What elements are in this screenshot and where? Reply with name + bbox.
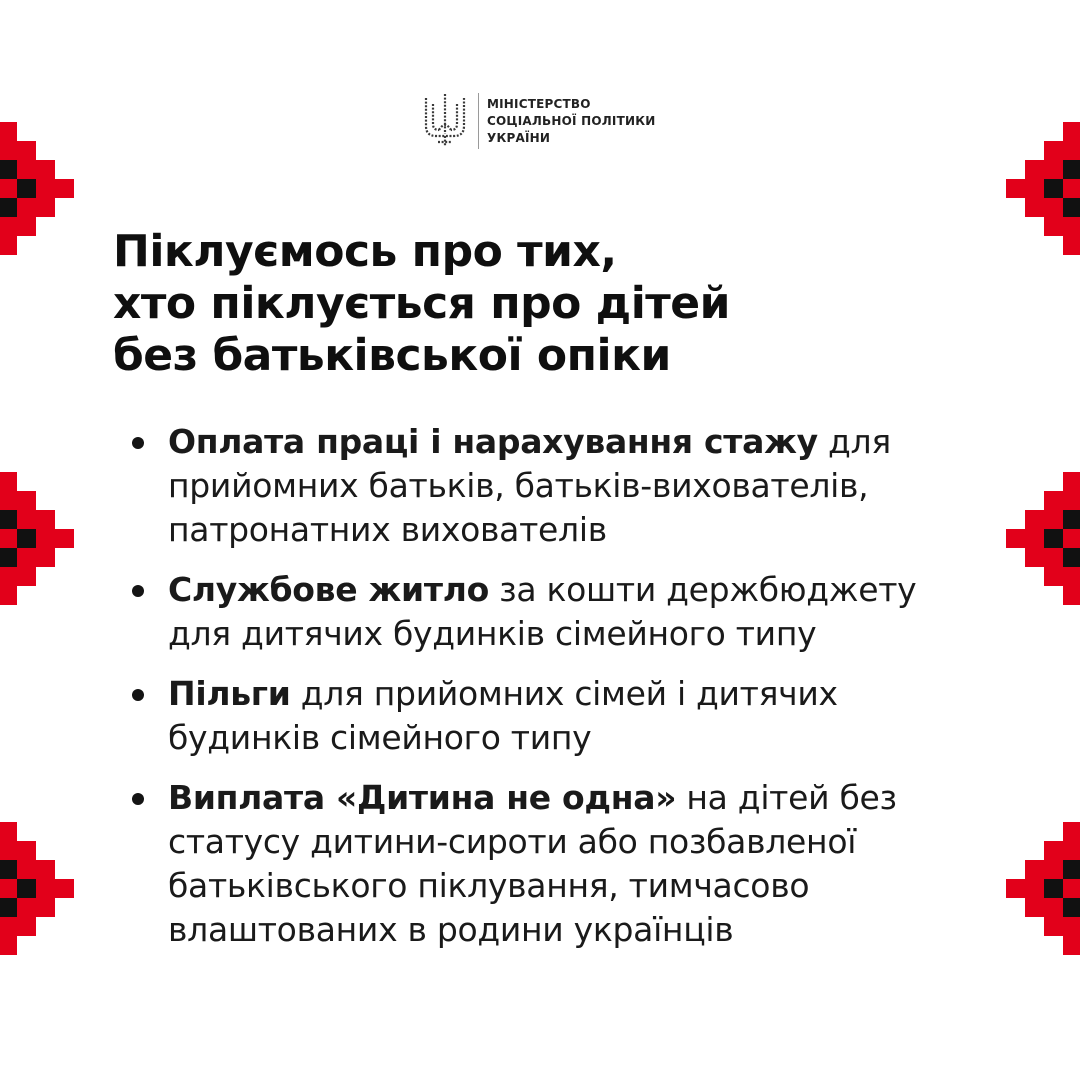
item-line	[168, 420, 1020, 464]
ornament-stitch	[36, 160, 55, 179]
ornament-stitch	[17, 841, 36, 860]
ornament-stitch	[1063, 179, 1080, 198]
ornament-stitch	[1044, 879, 1063, 898]
item-text: патронатних вихователів	[168, 510, 607, 549]
embroidery-ornament-icon	[1012, 472, 1080, 612]
ornament-stitch	[1025, 548, 1044, 567]
item-text: на дітей без	[676, 778, 897, 817]
ornament-stitch	[0, 141, 17, 160]
ornament-stitch	[1044, 529, 1063, 548]
ornament-stitch	[1044, 217, 1063, 236]
ornament-stitch	[1044, 567, 1063, 586]
ornament-stitch	[17, 510, 36, 529]
ornament-stitch	[1044, 841, 1063, 860]
ornament-stitch	[1063, 122, 1080, 141]
title-line: без батьківської опіки	[113, 330, 671, 381]
ornament-stitch	[36, 179, 55, 198]
ornament-stitch	[1063, 567, 1080, 586]
ornament-stitch	[1025, 879, 1044, 898]
item-heading: Пільги	[168, 674, 291, 713]
item-text: батьківського піклування, тимчасово	[168, 866, 810, 905]
item-heading: Виплата «Дитина не одна»	[168, 778, 677, 817]
ornament-stitch	[1006, 529, 1025, 548]
ornament-stitch	[1044, 198, 1063, 217]
ornament-stitch	[55, 529, 74, 548]
ornament-stitch	[1025, 860, 1044, 879]
ornament-stitch	[1025, 510, 1044, 529]
ornament-stitch	[17, 548, 36, 567]
page-title	[113, 226, 730, 382]
ornament-stitch	[0, 472, 17, 491]
ornament-stitch	[1006, 179, 1025, 198]
ornament-stitch	[1063, 491, 1080, 510]
embroidery-ornament-icon	[0, 472, 68, 612]
ornament-stitch	[17, 860, 36, 879]
ornament-stitch	[17, 217, 36, 236]
ornament-stitch	[1044, 510, 1063, 529]
ministry-name-line: УКРАЇНИ	[487, 130, 551, 145]
ministry-logo	[422, 90, 655, 152]
item-line	[168, 776, 1020, 820]
ornament-stitch	[1063, 198, 1080, 217]
item-text: будинків сімейного типу	[168, 718, 592, 757]
ornament-stitch	[17, 141, 36, 160]
ornament-stitch	[1063, 917, 1080, 936]
ornament-stitch	[36, 898, 55, 917]
ornament-stitch	[1044, 141, 1063, 160]
ornament-stitch	[17, 198, 36, 217]
item-line	[168, 568, 1020, 612]
ornament-stitch	[0, 548, 17, 567]
ornament-stitch	[17, 879, 36, 898]
ornament-stitch	[1063, 236, 1080, 255]
item-text: влаштованих в родини українців	[168, 910, 734, 949]
ornament-stitch	[1063, 472, 1080, 491]
trident-icon	[422, 90, 468, 152]
ornament-stitch	[1025, 179, 1044, 198]
ornament-stitch	[0, 841, 17, 860]
ornament-stitch	[0, 917, 17, 936]
ornament-stitch	[17, 898, 36, 917]
ornament-stitch	[17, 567, 36, 586]
ornament-stitch	[0, 936, 17, 955]
ornament-stitch	[1063, 160, 1080, 179]
list-item	[130, 776, 1020, 952]
ornament-stitch	[0, 236, 17, 255]
bullet-icon	[132, 585, 144, 597]
item-heading: Оплата праці і нарахування стажу	[168, 422, 818, 461]
ornament-stitch	[1044, 860, 1063, 879]
ornament-stitch	[1006, 879, 1025, 898]
list-item	[130, 568, 1020, 656]
ornament-stitch	[1063, 822, 1080, 841]
ornament-stitch	[36, 198, 55, 217]
ornament-stitch	[55, 879, 74, 898]
ornament-stitch	[0, 822, 17, 841]
ornament-stitch	[1063, 141, 1080, 160]
ornament-stitch	[17, 529, 36, 548]
bullet-icon	[132, 437, 144, 449]
ornament-stitch	[0, 122, 17, 141]
item-text: статусу дитини-сироти або позбавленої	[168, 822, 857, 861]
item-text: за кошти держбюджету	[488, 570, 917, 609]
ornament-stitch	[1025, 198, 1044, 217]
ornament-stitch	[36, 548, 55, 567]
item-text: прийомних батьків, батьків-вихователів,	[168, 466, 869, 505]
item-text: для прийомних сімей і дитячих	[290, 674, 838, 713]
ornament-stitch	[36, 510, 55, 529]
ornament-stitch	[0, 586, 17, 605]
embroidery-ornament-icon	[0, 122, 68, 262]
ornament-stitch	[1063, 586, 1080, 605]
ornament-stitch	[1063, 217, 1080, 236]
ornament-stitch	[1063, 936, 1080, 955]
ornament-stitch	[1025, 160, 1044, 179]
benefits-list	[130, 420, 1020, 968]
ornament-stitch	[1063, 529, 1080, 548]
title-line: хто піклується про дітей	[113, 278, 730, 329]
ornament-stitch	[0, 160, 17, 179]
title-line: Піклуємось про тих,	[113, 226, 617, 277]
ornament-stitch	[1063, 548, 1080, 567]
ornament-stitch	[1063, 898, 1080, 917]
ornament-stitch	[0, 879, 17, 898]
ornament-stitch	[36, 860, 55, 879]
ornament-stitch	[1044, 160, 1063, 179]
ornament-stitch	[1063, 860, 1080, 879]
ornament-stitch	[55, 179, 74, 198]
bullet-icon	[132, 689, 144, 701]
ornament-stitch	[1063, 879, 1080, 898]
item-text: для дитячих будинків сімейного типу	[168, 614, 817, 653]
ornament-stitch	[0, 198, 17, 217]
ornament-stitch	[1025, 898, 1044, 917]
bullet-icon	[132, 793, 144, 805]
ornament-stitch	[1025, 529, 1044, 548]
ornament-stitch	[0, 567, 17, 586]
ornament-stitch	[0, 217, 17, 236]
ornament-stitch	[1063, 510, 1080, 529]
ornament-stitch	[36, 879, 55, 898]
ornament-stitch	[17, 917, 36, 936]
ornament-stitch	[36, 529, 55, 548]
ornament-stitch	[1044, 491, 1063, 510]
ornament-stitch	[1044, 179, 1063, 198]
embroidery-ornament-icon	[0, 822, 68, 962]
ornament-stitch	[0, 860, 17, 879]
ornament-stitch	[1044, 917, 1063, 936]
list-item	[130, 672, 1020, 760]
list-item	[130, 420, 1020, 552]
ornament-stitch	[0, 491, 17, 510]
ornament-stitch	[0, 510, 17, 529]
ornament-stitch	[0, 179, 17, 198]
ministry-name-line: МІНІСТЕРСТВО	[487, 96, 591, 111]
ornament-stitch	[0, 898, 17, 917]
ministry-name	[487, 96, 655, 147]
ornament-stitch	[17, 160, 36, 179]
ornament-stitch	[17, 491, 36, 510]
ministry-name-line: СОЦІАЛЬНОЇ ПОЛІТИКИ	[487, 113, 656, 128]
ornament-stitch	[1044, 548, 1063, 567]
item-line	[168, 672, 1020, 716]
ornament-stitch	[17, 179, 36, 198]
logo-divider	[478, 93, 479, 149]
ornament-stitch	[1044, 898, 1063, 917]
ornament-stitch	[0, 529, 17, 548]
item-text: для	[817, 422, 891, 461]
embroidery-ornament-icon	[1012, 822, 1080, 962]
embroidery-ornament-icon	[1012, 122, 1080, 262]
ornament-stitch	[1063, 841, 1080, 860]
item-heading: Службове житло	[168, 570, 489, 609]
